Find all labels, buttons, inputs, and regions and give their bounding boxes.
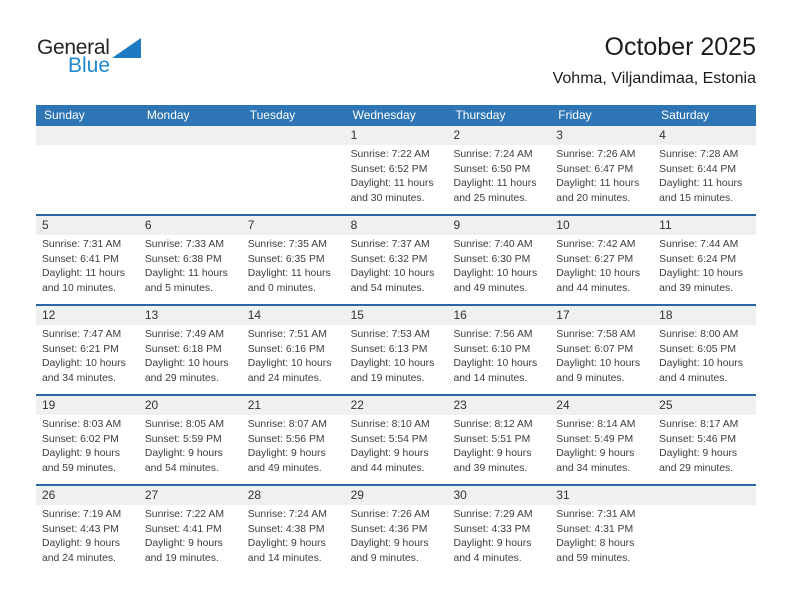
day-detail-line: Sunset: 6:41 PM (42, 253, 119, 265)
day-detail-line: and 54 minutes. (350, 282, 425, 294)
day-detail-line: Sunset: 6:16 PM (247, 343, 325, 355)
day-detail-line: Daylight: 10 hours (659, 358, 743, 370)
day-detail-line: Daylight: 10 hours (144, 358, 229, 370)
day-cell-empty (36, 126, 139, 214)
day-detail-line: Sunrise: 8:05 AM (144, 419, 224, 430)
day-detail-line: Sunrise: 8:12 AM (453, 419, 533, 430)
day-detail-line: Sunset: 6:35 PM (247, 253, 325, 265)
weekday-header-monday: Monday (146, 108, 190, 122)
weekday-header-saturday: Saturday (661, 108, 710, 122)
day-cell-7 (242, 216, 345, 304)
day-detail-line: Sunset: 6:27 PM (556, 253, 634, 265)
day-detail-line: Sunrise: 7:31 AM (556, 509, 636, 520)
day-detail-line: Sunset: 6:44 PM (659, 163, 736, 175)
day-number: 31 (550, 486, 653, 505)
day-number: 9 (447, 216, 550, 235)
day-details (653, 325, 756, 386)
day-detail-line: Sunrise: 7:44 AM (659, 239, 739, 250)
day-details (36, 235, 139, 296)
day-detail-line: Sunset: 4:43 PM (42, 523, 119, 535)
weekday-header-row (36, 105, 756, 126)
day-number: 27 (139, 486, 242, 505)
day-detail-line: Sunset: 4:36 PM (350, 523, 428, 535)
day-cell-22 (345, 396, 448, 484)
day-detail-line: and 10 minutes. (42, 282, 116, 294)
day-cell-21 (242, 396, 345, 484)
day-detail-line: and 4 minutes. (659, 372, 728, 384)
day-detail-line: Sunrise: 7:42 AM (556, 239, 636, 250)
day-cell-30 (447, 486, 550, 574)
day-detail-line: and 0 minutes. (247, 282, 316, 294)
day-detail-line: Sunset: 6:32 PM (350, 253, 428, 265)
day-detail-line: Sunrise: 7:29 AM (453, 509, 533, 520)
day-cell-19 (36, 396, 139, 484)
day-number: 18 (653, 306, 756, 325)
day-cell-empty (653, 486, 756, 574)
day-detail-line: and 9 minutes. (556, 372, 625, 384)
day-number: 20 (139, 396, 242, 415)
title-block (553, 33, 756, 88)
day-detail-line: Sunrise: 7:56 AM (453, 329, 533, 340)
day-cell-empty (242, 126, 345, 214)
day-details (345, 325, 448, 386)
day-cell-15 (345, 306, 448, 394)
day-detail-line: Sunrise: 7:22 AM (144, 509, 224, 520)
day-detail-line: Daylight: 9 hours (556, 448, 635, 460)
day-detail-line: Daylight: 8 hours (556, 538, 635, 550)
day-detail-line: Daylight: 9 hours (42, 448, 120, 460)
day-detail-line: Daylight: 10 hours (659, 268, 743, 280)
day-detail-line: Sunset: 6:30 PM (453, 253, 531, 265)
day-cell-25 (653, 396, 756, 484)
day-details (447, 325, 550, 386)
day-detail-line: Sunrise: 8:00 AM (659, 329, 739, 340)
week-row (36, 304, 756, 394)
day-number: 15 (345, 306, 448, 325)
weekday-header-wednesday: Wednesday (352, 108, 416, 122)
day-details (447, 415, 550, 476)
day-number: 14 (242, 306, 345, 325)
day-cell-29 (345, 486, 448, 574)
day-detail-line: Daylight: 11 hours (42, 268, 125, 280)
logo-text-general: General (37, 36, 110, 59)
day-cell-12 (36, 306, 139, 394)
day-cell-31 (550, 486, 653, 574)
day-detail-line: Daylight: 10 hours (453, 358, 538, 370)
day-details (345, 415, 448, 476)
day-detail-line: Daylight: 11 hours (659, 178, 743, 190)
day-number: 24 (550, 396, 653, 415)
day-cell-17 (550, 306, 653, 394)
week-row (36, 126, 756, 214)
day-detail-line: Sunrise: 7:31 AM (42, 239, 122, 250)
day-detail-line: Daylight: 11 hours (350, 178, 434, 190)
day-detail-line: Sunrise: 7:26 AM (556, 149, 636, 160)
week-row (36, 214, 756, 304)
day-detail-line: Sunset: 4:31 PM (556, 523, 634, 535)
day-detail-line: Sunrise: 7:40 AM (453, 239, 533, 250)
week-row (36, 394, 756, 484)
day-detail-line: Sunset: 5:56 PM (247, 433, 325, 445)
day-detail-line: Daylight: 9 hours (247, 538, 326, 550)
day-number: 21 (242, 396, 345, 415)
day-number: 26 (36, 486, 139, 505)
day-detail-line: Sunrise: 7:26 AM (350, 509, 430, 520)
day-detail-line: and 59 minutes. (556, 552, 631, 564)
weekday-header-friday: Friday (558, 108, 592, 122)
logo-text-blue: Blue (68, 54, 111, 77)
day-detail-line: Daylight: 10 hours (42, 358, 126, 370)
calendar-table (36, 105, 756, 574)
day-details (36, 505, 139, 566)
day-details (36, 415, 139, 476)
day-detail-line: and 49 minutes. (453, 282, 528, 294)
day-details (653, 505, 756, 508)
day-cell-23 (447, 396, 550, 484)
day-detail-line: Sunset: 6:13 PM (350, 343, 428, 355)
day-details (139, 235, 242, 296)
day-detail-line: Sunset: 6:07 PM (556, 343, 634, 355)
day-detail-line: Sunset: 5:54 PM (350, 433, 428, 445)
day-detail-line: Sunrise: 7:49 AM (144, 329, 224, 340)
day-detail-line: Sunset: 4:38 PM (247, 523, 325, 535)
day-detail-line: and 49 minutes. (247, 462, 322, 474)
day-cell-13 (139, 306, 242, 394)
day-detail-line: Sunset: 6:10 PM (453, 343, 531, 355)
day-detail-line: Sunrise: 7:33 AM (144, 239, 224, 250)
day-detail-line: and 59 minutes. (42, 462, 116, 474)
day-detail-line: Sunrise: 7:22 AM (350, 149, 430, 160)
day-number: 19 (36, 396, 139, 415)
day-detail-line: Sunrise: 7:47 AM (42, 329, 122, 340)
day-details (653, 235, 756, 296)
day-detail-line: Sunrise: 7:51 AM (247, 329, 327, 340)
day-detail-line: Sunrise: 7:28 AM (659, 149, 739, 160)
day-number (36, 126, 139, 145)
day-details (139, 415, 242, 476)
day-detail-line: Sunset: 6:47 PM (556, 163, 634, 175)
day-number: 25 (653, 396, 756, 415)
day-detail-line: Daylight: 10 hours (556, 268, 641, 280)
day-detail-line: Sunrise: 8:17 AM (659, 419, 739, 430)
general-blue-logo (37, 37, 141, 76)
day-cell-28 (242, 486, 345, 574)
day-number: 17 (550, 306, 653, 325)
day-cell-27 (139, 486, 242, 574)
day-details (139, 325, 242, 386)
day-detail-line: Sunset: 6:18 PM (144, 343, 222, 355)
day-detail-line: Daylight: 9 hours (453, 448, 532, 460)
day-cell-20 (139, 396, 242, 484)
day-detail-line: Sunrise: 7:58 AM (556, 329, 636, 340)
day-detail-line: and 34 minutes. (556, 462, 631, 474)
day-detail-line: Sunset: 5:59 PM (144, 433, 222, 445)
day-details (139, 145, 242, 148)
day-detail-line: Sunset: 6:05 PM (659, 343, 736, 355)
day-number: 13 (139, 306, 242, 325)
day-cell-empty (139, 126, 242, 214)
day-number: 7 (242, 216, 345, 235)
day-number: 23 (447, 396, 550, 415)
day-detail-line: and 15 minutes. (659, 192, 734, 204)
day-cell-24 (550, 396, 653, 484)
page-title: October 2025 (604, 33, 756, 61)
day-cell-9 (447, 216, 550, 304)
day-number: 2 (447, 126, 550, 145)
day-detail-line: Sunrise: 7:35 AM (247, 239, 327, 250)
day-detail-line: Sunset: 4:41 PM (144, 523, 222, 535)
day-number (653, 486, 756, 505)
day-number: 4 (653, 126, 756, 145)
day-details (653, 145, 756, 206)
day-detail-line: and 39 minutes. (453, 462, 528, 474)
day-detail-line: Daylight: 9 hours (42, 538, 120, 550)
day-detail-line: Sunset: 6:21 PM (42, 343, 119, 355)
day-detail-line: Sunrise: 7:53 AM (350, 329, 430, 340)
day-number: 1 (345, 126, 448, 145)
day-detail-line: and 44 minutes. (350, 462, 425, 474)
day-details (242, 415, 345, 476)
day-detail-line: Sunrise: 8:07 AM (247, 419, 327, 430)
day-number: 3 (550, 126, 653, 145)
day-number (242, 126, 345, 145)
day-detail-line: and 29 minutes. (659, 462, 734, 474)
day-number: 10 (550, 216, 653, 235)
day-detail-line: Sunset: 5:46 PM (659, 433, 736, 445)
day-cell-4 (653, 126, 756, 214)
weekday-header-thursday: Thursday (455, 108, 506, 122)
day-detail-line: Daylight: 10 hours (350, 358, 435, 370)
day-detail-line: and 34 minutes. (42, 372, 116, 384)
day-detail-line: Sunset: 6:50 PM (453, 163, 531, 175)
day-detail-line: Sunrise: 7:19 AM (42, 509, 122, 520)
day-details (550, 325, 653, 386)
day-cell-8 (345, 216, 448, 304)
day-detail-line: Sunset: 6:02 PM (42, 433, 119, 445)
day-detail-line: and 24 minutes. (247, 372, 322, 384)
day-detail-line: Sunset: 6:52 PM (350, 163, 428, 175)
day-details (242, 505, 345, 566)
day-detail-line: and 54 minutes. (144, 462, 219, 474)
day-number: 11 (653, 216, 756, 235)
day-detail-line: Daylight: 9 hours (144, 448, 223, 460)
day-detail-line: Sunrise: 7:24 AM (247, 509, 327, 520)
week-row (36, 484, 756, 574)
day-cell-14 (242, 306, 345, 394)
day-detail-line: and 9 minutes. (350, 552, 419, 564)
day-details (139, 505, 242, 566)
day-detail-line: Sunset: 5:49 PM (556, 433, 634, 445)
logo-triangle-icon (112, 38, 141, 58)
day-detail-line: Daylight: 11 hours (247, 268, 331, 280)
day-detail-line: and 39 minutes. (659, 282, 734, 294)
day-detail-line: and 5 minutes. (144, 282, 214, 294)
day-detail-line: Daylight: 9 hours (659, 448, 738, 460)
day-details (242, 325, 345, 386)
day-detail-line: Daylight: 9 hours (350, 538, 429, 550)
day-detail-line: Daylight: 10 hours (350, 268, 435, 280)
day-detail-line: and 19 minutes. (144, 552, 219, 564)
day-details (447, 145, 550, 206)
weekday-header-sunday: Sunday (44, 108, 85, 122)
day-number: 5 (36, 216, 139, 235)
day-details (447, 505, 550, 566)
day-detail-line: Sunrise: 8:03 AM (42, 419, 122, 430)
day-details (36, 325, 139, 386)
day-cell-16 (447, 306, 550, 394)
day-detail-line: Sunset: 5:51 PM (453, 433, 531, 445)
page-subtitle: Vohma, Viljandimaa, Estonia (552, 70, 756, 87)
day-detail-line: Sunrise: 7:24 AM (453, 149, 533, 160)
day-detail-line: Daylight: 10 hours (247, 358, 332, 370)
day-detail-line: Daylight: 9 hours (453, 538, 532, 550)
day-cell-18 (653, 306, 756, 394)
day-cell-6 (139, 216, 242, 304)
day-detail-line: Daylight: 10 hours (453, 268, 538, 280)
day-detail-line: and 14 minutes. (453, 372, 528, 384)
day-details (345, 145, 448, 206)
day-cell-10 (550, 216, 653, 304)
day-cell-2 (447, 126, 550, 214)
day-detail-line: Sunset: 4:33 PM (453, 523, 531, 535)
day-detail-line: Sunset: 6:24 PM (659, 253, 736, 265)
day-cell-3 (550, 126, 653, 214)
day-details (36, 145, 139, 148)
weeks-container (36, 126, 756, 574)
day-details (447, 235, 550, 296)
day-detail-line: and 4 minutes. (453, 552, 522, 564)
day-detail-line: Daylight: 11 hours (144, 268, 228, 280)
day-cell-26 (36, 486, 139, 574)
day-details (550, 235, 653, 296)
day-detail-line: Daylight: 11 hours (556, 178, 640, 190)
day-details (242, 235, 345, 296)
day-detail-line: and 44 minutes. (556, 282, 631, 294)
day-detail-line: and 20 minutes. (556, 192, 631, 204)
day-details (345, 505, 448, 566)
day-cell-1 (345, 126, 448, 214)
day-detail-line: Daylight: 9 hours (350, 448, 429, 460)
day-details (550, 415, 653, 476)
day-details (345, 235, 448, 296)
day-details (550, 145, 653, 206)
day-number: 8 (345, 216, 448, 235)
day-number: 22 (345, 396, 448, 415)
day-detail-line: and 24 minutes. (42, 552, 116, 564)
day-details (242, 145, 345, 148)
day-detail-line: Daylight: 9 hours (144, 538, 223, 550)
day-detail-line: and 19 minutes. (350, 372, 425, 384)
day-number: 30 (447, 486, 550, 505)
weekday-header-tuesday: Tuesday (249, 108, 296, 122)
day-cell-11 (653, 216, 756, 304)
day-cell-5 (36, 216, 139, 304)
day-detail-line: and 25 minutes. (453, 192, 528, 204)
day-detail-line: Sunrise: 7:37 AM (350, 239, 430, 250)
day-detail-line: and 14 minutes. (247, 552, 322, 564)
day-detail-line: Daylight: 11 hours (453, 178, 537, 190)
day-details (550, 505, 653, 566)
day-detail-line: Sunrise: 8:10 AM (350, 419, 430, 430)
day-number: 28 (242, 486, 345, 505)
day-number: 12 (36, 306, 139, 325)
day-number (139, 126, 242, 145)
day-detail-line: and 30 minutes. (350, 192, 425, 204)
day-number: 6 (139, 216, 242, 235)
day-number: 16 (447, 306, 550, 325)
day-detail-line: Sunrise: 8:14 AM (556, 419, 636, 430)
day-number: 29 (345, 486, 448, 505)
day-detail-line: Sunset: 6:38 PM (144, 253, 222, 265)
day-details (653, 415, 756, 476)
day-detail-line: Daylight: 9 hours (247, 448, 326, 460)
day-detail-line: and 29 minutes. (144, 372, 219, 384)
day-detail-line: Daylight: 10 hours (556, 358, 641, 370)
